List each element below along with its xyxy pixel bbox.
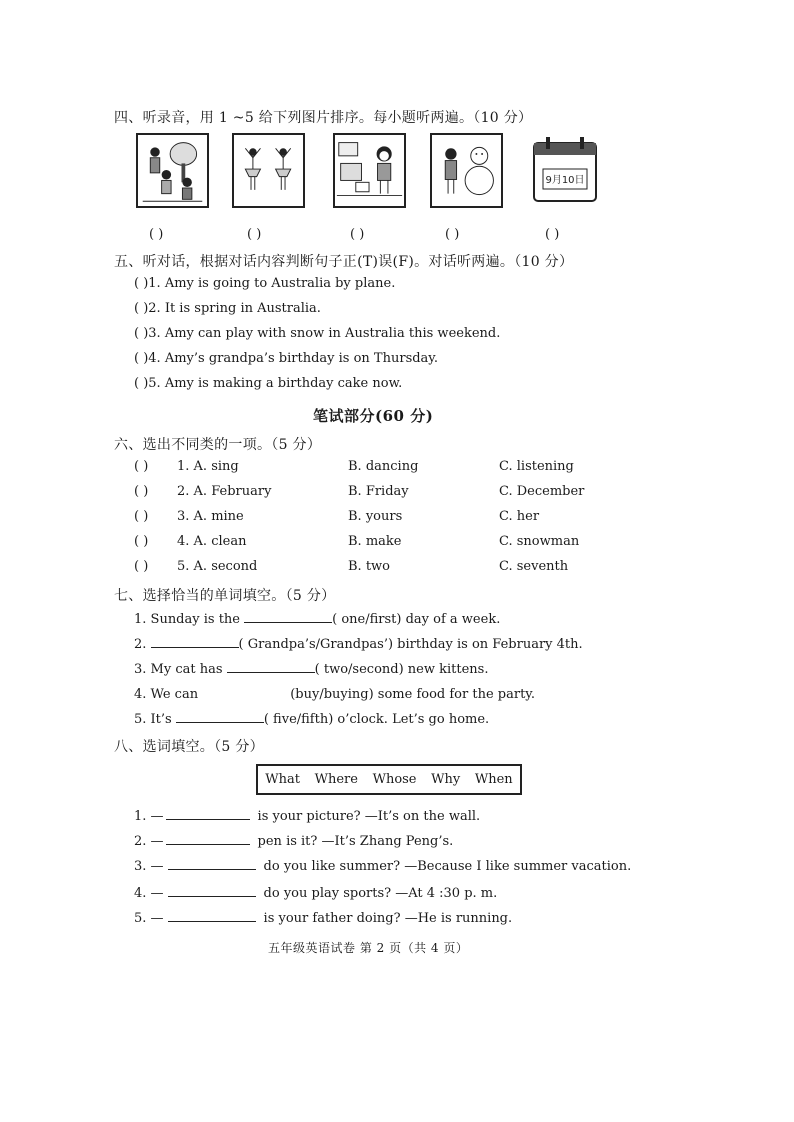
dash: 2. — (134, 834, 164, 849)
tf-item-2 (134, 301, 321, 316)
section-8-title: 八、选词填空。（5 分） (114, 739, 264, 755)
calendar-icon (528, 133, 601, 208)
option-c: C. listening (499, 459, 574, 474)
picture-3 (333, 133, 406, 208)
fill-item-3 (134, 660, 488, 677)
section-5-title: 五、听对话，根据对话内容判断句子正(T)误(F)。对话听两遍。（10 分） (114, 254, 574, 270)
option-a: 5. A. second (177, 559, 258, 574)
section-7-title: 七、选择恰当的单词填空。（5 分） (114, 588, 336, 604)
section-6-title: 六、选出不同类的一项。（5 分） (114, 437, 322, 453)
tf-item-4 (134, 351, 438, 366)
page-footer: 五年级英语试卷 第 2 页（共 4 页） (268, 941, 469, 955)
answer-blank[interactable] (166, 832, 250, 845)
answer-blank[interactable] (176, 710, 264, 723)
question-text: 4. Amy’s grandpa’s birthday is on Thursday. (148, 351, 439, 366)
tf-item-5 (134, 376, 402, 391)
sentence-end: is your picture? —It’s on the wall. (257, 809, 481, 824)
answer-blank[interactable] (151, 635, 239, 648)
answer-blank[interactable] (244, 610, 332, 623)
calendar-date-label: 9月10日 (545, 175, 585, 186)
answer-paren[interactable]: ( ) (134, 559, 149, 574)
answer-blank[interactable] (166, 807, 250, 820)
sentence-start: 4. We can (134, 687, 199, 702)
answer-paren-1[interactable]: ( ) (149, 227, 164, 242)
answer-paren[interactable]: ( ) (134, 351, 149, 366)
answer-paren-5[interactable]: ( ) (545, 227, 560, 242)
answer-blank[interactable] (168, 909, 256, 922)
qa-item-4 (134, 884, 497, 901)
answer-paren[interactable]: ( ) (134, 326, 149, 341)
children-with-snowman-icon (432, 135, 501, 206)
picture-1 (136, 133, 209, 208)
written-part-heading: 笔试部分(60 分) (313, 407, 434, 425)
option-b: B. make (348, 534, 402, 549)
girl-at-desk-icon (335, 135, 404, 206)
answer-blank[interactable] (168, 884, 256, 897)
question-text: 2. It is spring in Australia. (148, 301, 321, 316)
answer-blank[interactable] (202, 685, 290, 698)
answer-paren[interactable]: ( ) (134, 376, 149, 391)
answer-paren-2[interactable]: ( ) (247, 227, 262, 242)
option-c: C. snowman (499, 534, 580, 549)
fill-item-1 (134, 610, 500, 627)
question-text: 3. Amy can play with snow in Australia this weekend. (148, 326, 501, 341)
word-why: Why (431, 772, 461, 787)
option-b: B. Friday (348, 484, 409, 499)
sentence-end: ( one/first) day of a week. (332, 612, 501, 627)
picture-2 (232, 133, 305, 208)
option-a: 2. A. February (177, 484, 272, 499)
qa-item-3 (134, 857, 631, 874)
answer-paren[interactable]: ( ) (134, 301, 149, 316)
dash: 4. — (134, 886, 164, 901)
picture-4 (430, 133, 503, 208)
section-4-title: 四、听录音，用 1 ~5 给下列图片排序。每小题听两遍。（10 分） (114, 110, 533, 126)
ballet-dancers-icon (234, 135, 303, 206)
option-a: 4. A. clean (177, 534, 247, 549)
sentence-end: pen is it? —It’s Zhang Peng’s. (257, 834, 454, 849)
question-text: 5. Amy is making a birthday cake now. (148, 376, 403, 391)
word-what: What (265, 772, 301, 787)
answer-blank[interactable] (227, 660, 315, 673)
sentence-end: do you like summer? —Because I like summer vacation. (263, 859, 632, 874)
dash: 3. — (134, 859, 164, 874)
answer-paren[interactable]: ( ) (134, 276, 149, 291)
qa-item-5 (134, 909, 512, 926)
word-when: When (474, 772, 513, 787)
sentence-start: 3. My cat has (134, 662, 223, 677)
sentence-end: ( Grandpa’s/Grandpas’) birthday is on February 4th. (238, 637, 583, 652)
answer-paren-3[interactable]: ( ) (350, 227, 365, 242)
word-whose: Whose (372, 772, 417, 787)
fill-item-2 (134, 635, 583, 652)
option-a: 3. A. mine (177, 509, 244, 524)
sentence-end: do you play sports? —At 4 :30 p. m. (263, 886, 498, 901)
answer-paren[interactable]: ( ) (134, 534, 149, 549)
option-b: B. yours (348, 509, 403, 524)
question-text: 1. Amy is going to Australia by plane. (148, 276, 396, 291)
word-where: Where (314, 772, 358, 787)
option-a: 1. A. sing (177, 459, 239, 474)
sentence-end: ( five/fifth) o’clock. Let’s go home. (263, 712, 490, 727)
fill-item-4 (134, 685, 535, 702)
dash: 5. — (134, 911, 164, 926)
option-b: B. dancing (348, 459, 419, 474)
option-c: C. December (499, 484, 585, 499)
qa-item-2 (134, 832, 453, 849)
sentence-end: ( two/second) new kittens. (314, 662, 489, 677)
option-b: B. two (348, 559, 390, 574)
sentence-start: 5. It’s (134, 712, 172, 727)
tf-item-3 (134, 326, 500, 341)
sentence-end: (buy/buying) some food for the party. (290, 687, 536, 702)
answer-blank[interactable] (168, 857, 256, 870)
sentence-end: is your father doing? —He is running. (263, 911, 513, 926)
answer-paren-4[interactable]: ( ) (445, 227, 460, 242)
word-bank (256, 764, 522, 795)
answer-paren[interactable]: ( ) (134, 509, 149, 524)
sentence-start: 1. Sunday is the (134, 612, 240, 627)
option-c: C. her (499, 509, 540, 524)
picture-5 (528, 133, 601, 208)
dash: 1. — (134, 809, 164, 824)
qa-item-1 (134, 807, 480, 824)
answer-paren[interactable]: ( ) (134, 459, 149, 474)
fill-item-5 (134, 710, 489, 727)
answer-paren[interactable]: ( ) (134, 484, 149, 499)
option-c: C. seventh (499, 559, 569, 574)
sentence-start: 2. (134, 637, 147, 652)
tf-item-1 (134, 276, 395, 291)
people-with-tree-scene-icon (138, 135, 207, 206)
